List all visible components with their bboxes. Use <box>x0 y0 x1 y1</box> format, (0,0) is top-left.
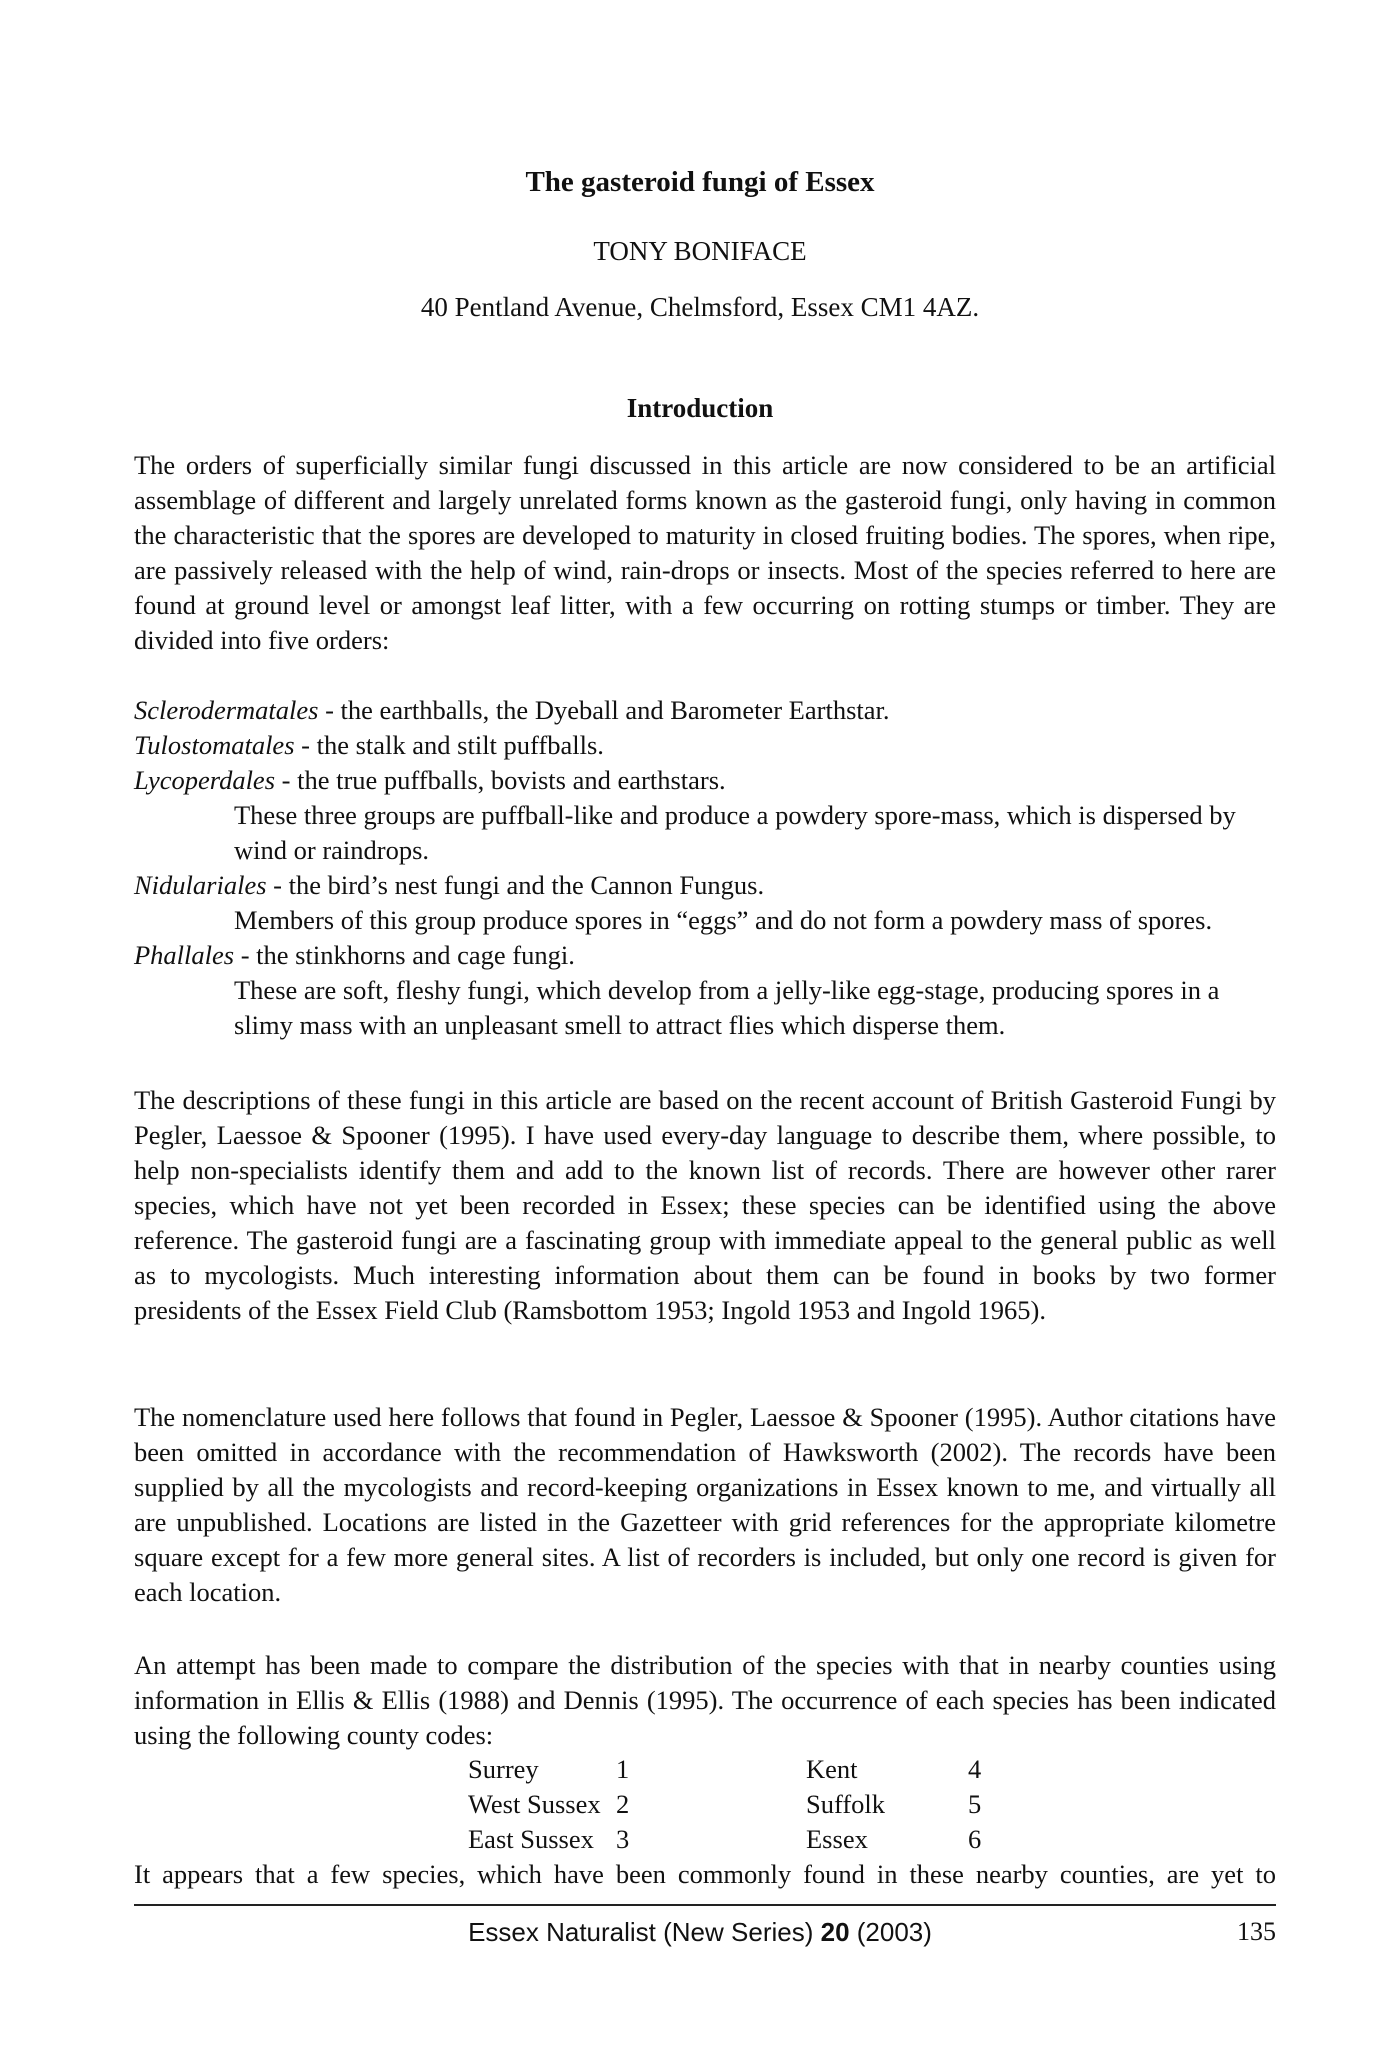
puffball-groups-note: These three groups are puffball-like and produce a powdery spore-mass, which is dispersed by wind or raindrops. <box>234 800 1236 865</box>
body-paragraph: An attempt has been made to compare the distribution of the species with that in nearby counties using information in Ellis & Ellis (1988) and Dennis (1995). The occurrence of each species has been indicated using the following county codes: <box>134 1650 1276 1750</box>
journal-citation <box>0 1917 1400 1948</box>
county-name: East Sussex <box>468 1824 594 1854</box>
orders-list <box>134 693 1276 1043</box>
order-item-lycoperdales <box>134 763 1276 798</box>
county-codes-table <box>468 1752 981 1857</box>
intro-paragraph: The orders of superficially similar fungi discussed in this article are now considered to be an artificial assemblage of different and largely unrelated forms known as the gasteroid fungi, only having in common the characteristic that the spores are developed to maturity in closed fruiting bodies. The spores, when ripe, are passively released with the help of wind, rain-drops or insects. Most of the species referred to here are found at ground level or amongst leaf litter, with a few occurring on rotting stumps or timber. They are divided into five orders: <box>134 450 1276 655</box>
footer-divider <box>134 1904 1276 1906</box>
order-item-nidulariales <box>134 868 1276 903</box>
order-description: - the stinkhorns and cage fungi. <box>234 940 575 970</box>
order-name: Lycoperdales <box>134 765 276 795</box>
county-name: West Sussex <box>468 1789 601 1819</box>
county-name: Surrey <box>468 1754 539 1784</box>
paragraph-nomenclature <box>134 1400 1276 1610</box>
author-name: TONY BONIFACE <box>593 236 807 266</box>
page-number: 135 <box>1237 1917 1276 1946</box>
journal-name: Essex Naturalist (New Series) <box>468 1917 821 1947</box>
county-name: Kent <box>806 1754 858 1784</box>
body-paragraph: The nomenclature used here follows that found in Pegler, Laessoe & Spooner (1995). Author citations have been omitted in accordance with the recommendation of Hawksworth (2002). The records have been supplied by all the mycologists and record-keeping organizations in Essex known to me, and virtually all are unpublished. Locations are listed in the Gazetteer with grid references for the appropriate kilometre square except for a few more general sites. A list of recorders is included, but only one record is given for each location. <box>134 1402 1276 1607</box>
section-heading-introduction: Introduction <box>626 393 774 423</box>
order-item-sclerodermatales <box>134 693 1276 728</box>
author-address: 40 Pentland Avenue, Chelmsford, Essex CM1 4AZ. <box>420 292 980 322</box>
phallales-note: These are soft, fleshy fungi, which develop from a jelly-like egg-stage, producing spores in a slimy mass with an unpleasant smell to attract flies which disperse them. <box>234 975 1220 1040</box>
county-code: 1 <box>616 1754 630 1784</box>
table-row <box>468 1822 981 1857</box>
intro-block <box>134 448 1276 658</box>
table-row <box>468 1752 981 1787</box>
order-name: Nidulariales <box>134 870 267 900</box>
county-code: 6 <box>968 1824 982 1854</box>
journal-year: (2003) <box>849 1917 932 1947</box>
county-name: Essex <box>806 1824 868 1854</box>
county-code: 4 <box>968 1754 982 1784</box>
county-code: 5 <box>968 1789 982 1819</box>
nidulariales-note: Members of this group produce spores in “eggs” and do not form a powdery mass of spores. <box>234 905 1213 935</box>
continuation-line: It appears that a few species, which have been commonly found in these nearby counties, are yet to <box>134 1859 1276 1889</box>
order-description: - the stalk and stilt puffballs. <box>294 730 604 760</box>
journal-volume: 20 <box>820 1917 850 1947</box>
table-row <box>468 1787 981 1822</box>
county-code: 2 <box>616 1789 630 1819</box>
county-name: Suffolk <box>806 1789 886 1819</box>
paragraph-descriptions <box>134 1083 1276 1328</box>
county-code: 3 <box>616 1824 630 1854</box>
article-title: The gasteroid fungi of Essex <box>525 166 875 198</box>
order-name: Tulostomatales <box>134 730 295 760</box>
paragraph-distribution <box>134 1648 1276 1753</box>
body-paragraph: The descriptions of these fungi in this article are based on the recent account of British Gasteroid Fungi by Pegler, Laessoe & Spooner (1995). I have used every-day language to describe them, where possible, to help non-specialists identify them and add to the known list of records. There are however other rarer species, which have not yet been recorded in Essex; these species can be identified using the above reference. The gasteroid fungi are a fascinating group with immediate appeal to the general public as well as to mycologists. Much interesting information about them can be found in books by two former presidents of the Essex Field Club (Ramsbottom 1953; Ingold 1953 and Ingold 1965). <box>134 1085 1276 1325</box>
order-description: - the true puffballs, bovists and earthstars. <box>275 765 726 795</box>
order-item-phallales <box>134 938 1276 973</box>
order-description: - the earthballs, the Dyeball and Barometer Earthstar. <box>318 695 890 725</box>
order-description: - the bird’s nest fungi and the Cannon Fungus. <box>266 870 765 900</box>
order-item-tulostomatales <box>134 728 1276 763</box>
order-name: Phallales <box>134 940 235 970</box>
order-name: Sclerodermatales <box>134 695 319 725</box>
